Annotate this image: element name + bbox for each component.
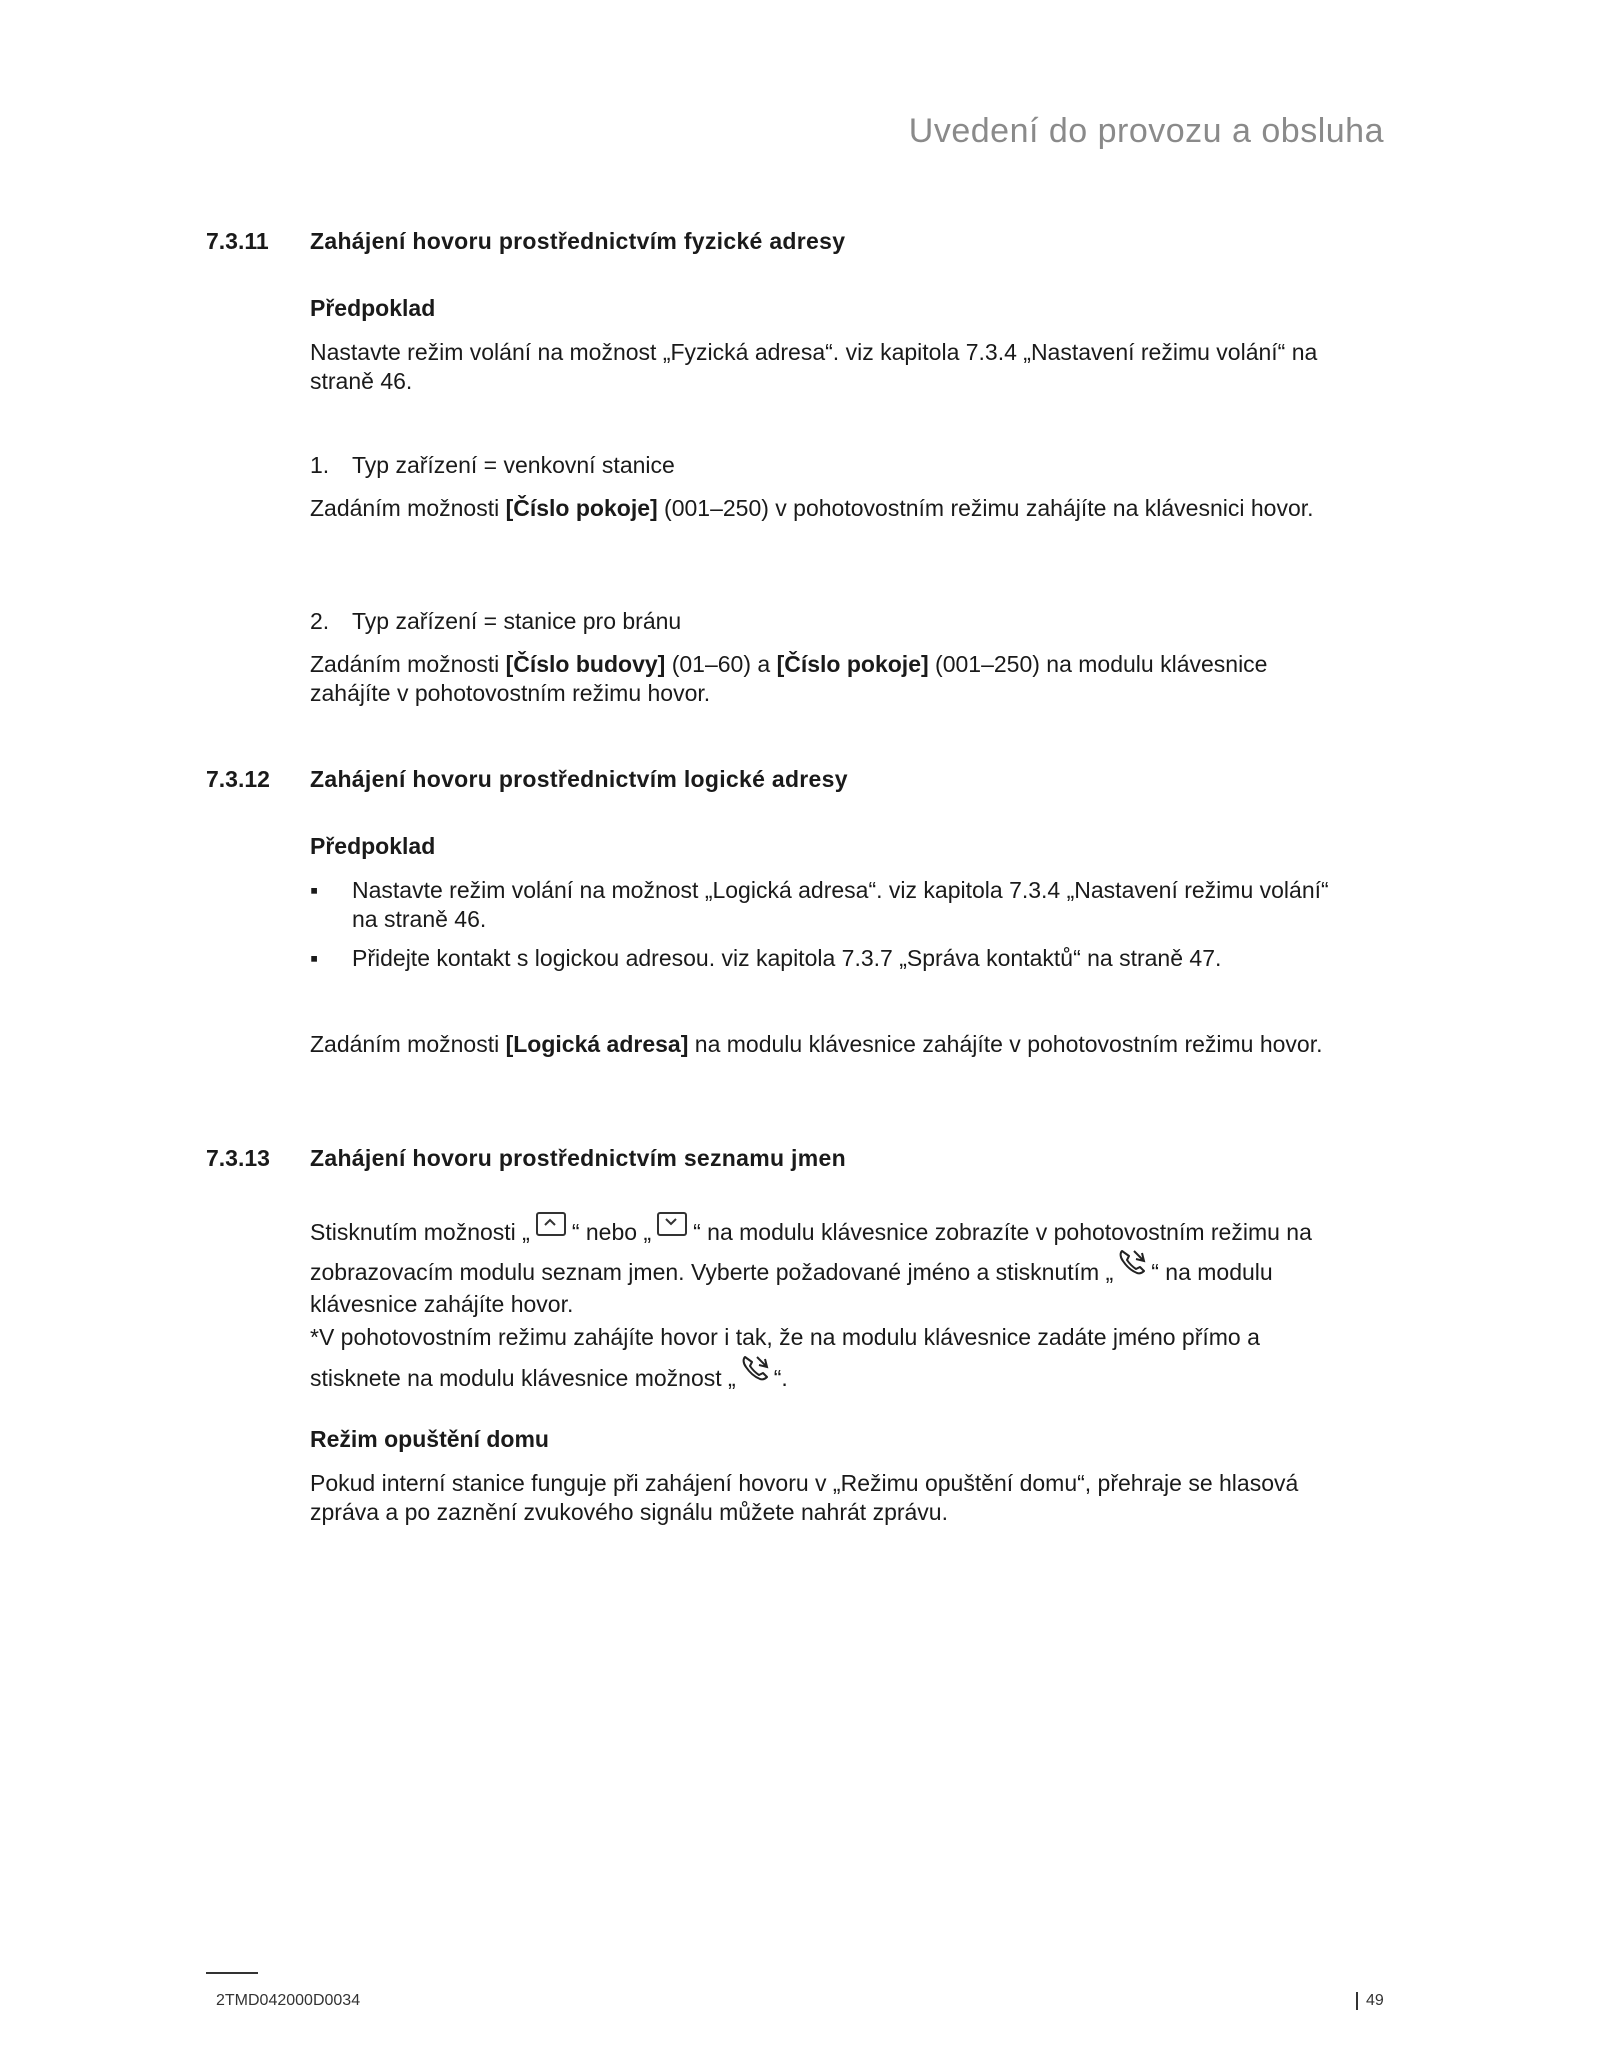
phone-call-icon [1117, 1248, 1147, 1284]
list-item [310, 452, 675, 479]
page-number: 49 [1356, 1992, 1384, 2010]
direct-name-paragraph [310, 1320, 1320, 1395]
section-number: 7.3.12 [206, 766, 270, 792]
desc-bold: [Číslo budovy] [505, 651, 666, 677]
item-description [310, 650, 1350, 708]
bullet-mark: ▪ [310, 945, 319, 971]
section-description [310, 1030, 1350, 1059]
desc-text: (01–60) a [665, 651, 777, 677]
desc-text: “ nebo „ [571, 1219, 652, 1245]
desc-text: (001–250) na modulu klávesnice zahájíte v pohotovostním režimu hovor. [310, 651, 1268, 706]
desc-text: “ na modulu klávesnice zahájíte hovor. [310, 1259, 1273, 1317]
desc-bold: [Logická adresa] [505, 1031, 689, 1057]
prerequisite-text: Nastavte režim volání na možnost „Fyzická adresa“. viz kapitola 7.3.4 „Nastavení režimu volání“ na straně 46. [310, 339, 1318, 394]
section-title: Zahájení hovoru prostřednictvím fyzické adresy [310, 228, 846, 254]
list-item-number: 2. [310, 608, 330, 634]
footer-rule [206, 1972, 258, 1974]
away-mode-text: Pokud interní stanice funguje při zahájení hovoru v „Režimu opuštění domu“, přehraje se hlasová zpráva a po zaznění zvukového signálu můžete nahrát zprávu. [310, 1470, 1299, 1525]
desc-text: “ na modulu klávesnice zobrazíte v pohotovostním režimu na zobrazovacím modulu seznam jmen. Vyberte požadované jméno a stisknutím „ [310, 1219, 1312, 1285]
desc-text: *V pohotovostním režimu zahájíte hovor i tak, že na modulu klávesnice zadáte jméno přímo a stisknete na modulu klávesnice možnost „ [310, 1324, 1260, 1391]
desc-bold: [Číslo pokoje] [505, 495, 658, 521]
desc-text: Zadáním možnosti [310, 651, 506, 677]
desc-text: Zadáním možnosti [310, 495, 506, 521]
key-down-icon [657, 1212, 687, 1236]
running-header: Uvedení do provozu a obsluha [908, 112, 1384, 150]
desc-text: na modulu klávesnice zahájíte v pohotovostním režimu hovor. [688, 1031, 1323, 1057]
desc-text: (001–250) v pohotovostním režimu zahájíte na klávesnici hovor. [657, 495, 1314, 521]
desc-text: Zadáním možnosti [310, 1031, 506, 1057]
list-item-label: Typ zařízení = stanice pro bránu [352, 608, 682, 634]
bullet-text: Přidejte kontakt s logickou adresou. viz kapitola 7.3.7 „Správa kontaktů“ na straně 47. [352, 945, 1222, 971]
subheading-prerequisite: Předpoklad [310, 295, 436, 321]
section-number: 7.3.13 [206, 1145, 270, 1171]
bullet-text: Nastavte režim volání na možnost „Logická adresa“. viz kapitola 7.3.4 „Nastavení režimu volání“ na straně 46. [352, 877, 1329, 932]
section-title: Zahájení hovoru prostřednictvím logické adresy [310, 766, 848, 792]
key-up-icon [536, 1212, 566, 1236]
section-number: 7.3.11 [206, 228, 269, 254]
list-item [310, 608, 681, 635]
desc-bold: [Číslo pokoje] [776, 651, 929, 677]
list-item-number: 1. [310, 452, 330, 478]
item-description [310, 494, 1350, 523]
subheading-away-mode: Režim opuštění domu [310, 1426, 549, 1452]
bullet-item [310, 944, 1340, 973]
list-item-label: Typ zařízení = venkovní stanice [352, 452, 675, 478]
bullet-item [310, 876, 1340, 934]
section-title: Zahájení hovoru prostřednictvím seznamu jmen [310, 1145, 846, 1171]
name-list-paragraph [310, 1212, 1320, 1320]
desc-text: Stisknutím možnosti „ [310, 1219, 530, 1245]
document-code: 2TMD042000D0034 [216, 1992, 361, 2009]
desc-text: “. [773, 1365, 788, 1391]
subheading-prerequisite: Předpoklad [310, 833, 436, 859]
bullet-mark: ▪ [310, 877, 319, 903]
phone-call-icon [740, 1354, 770, 1391]
